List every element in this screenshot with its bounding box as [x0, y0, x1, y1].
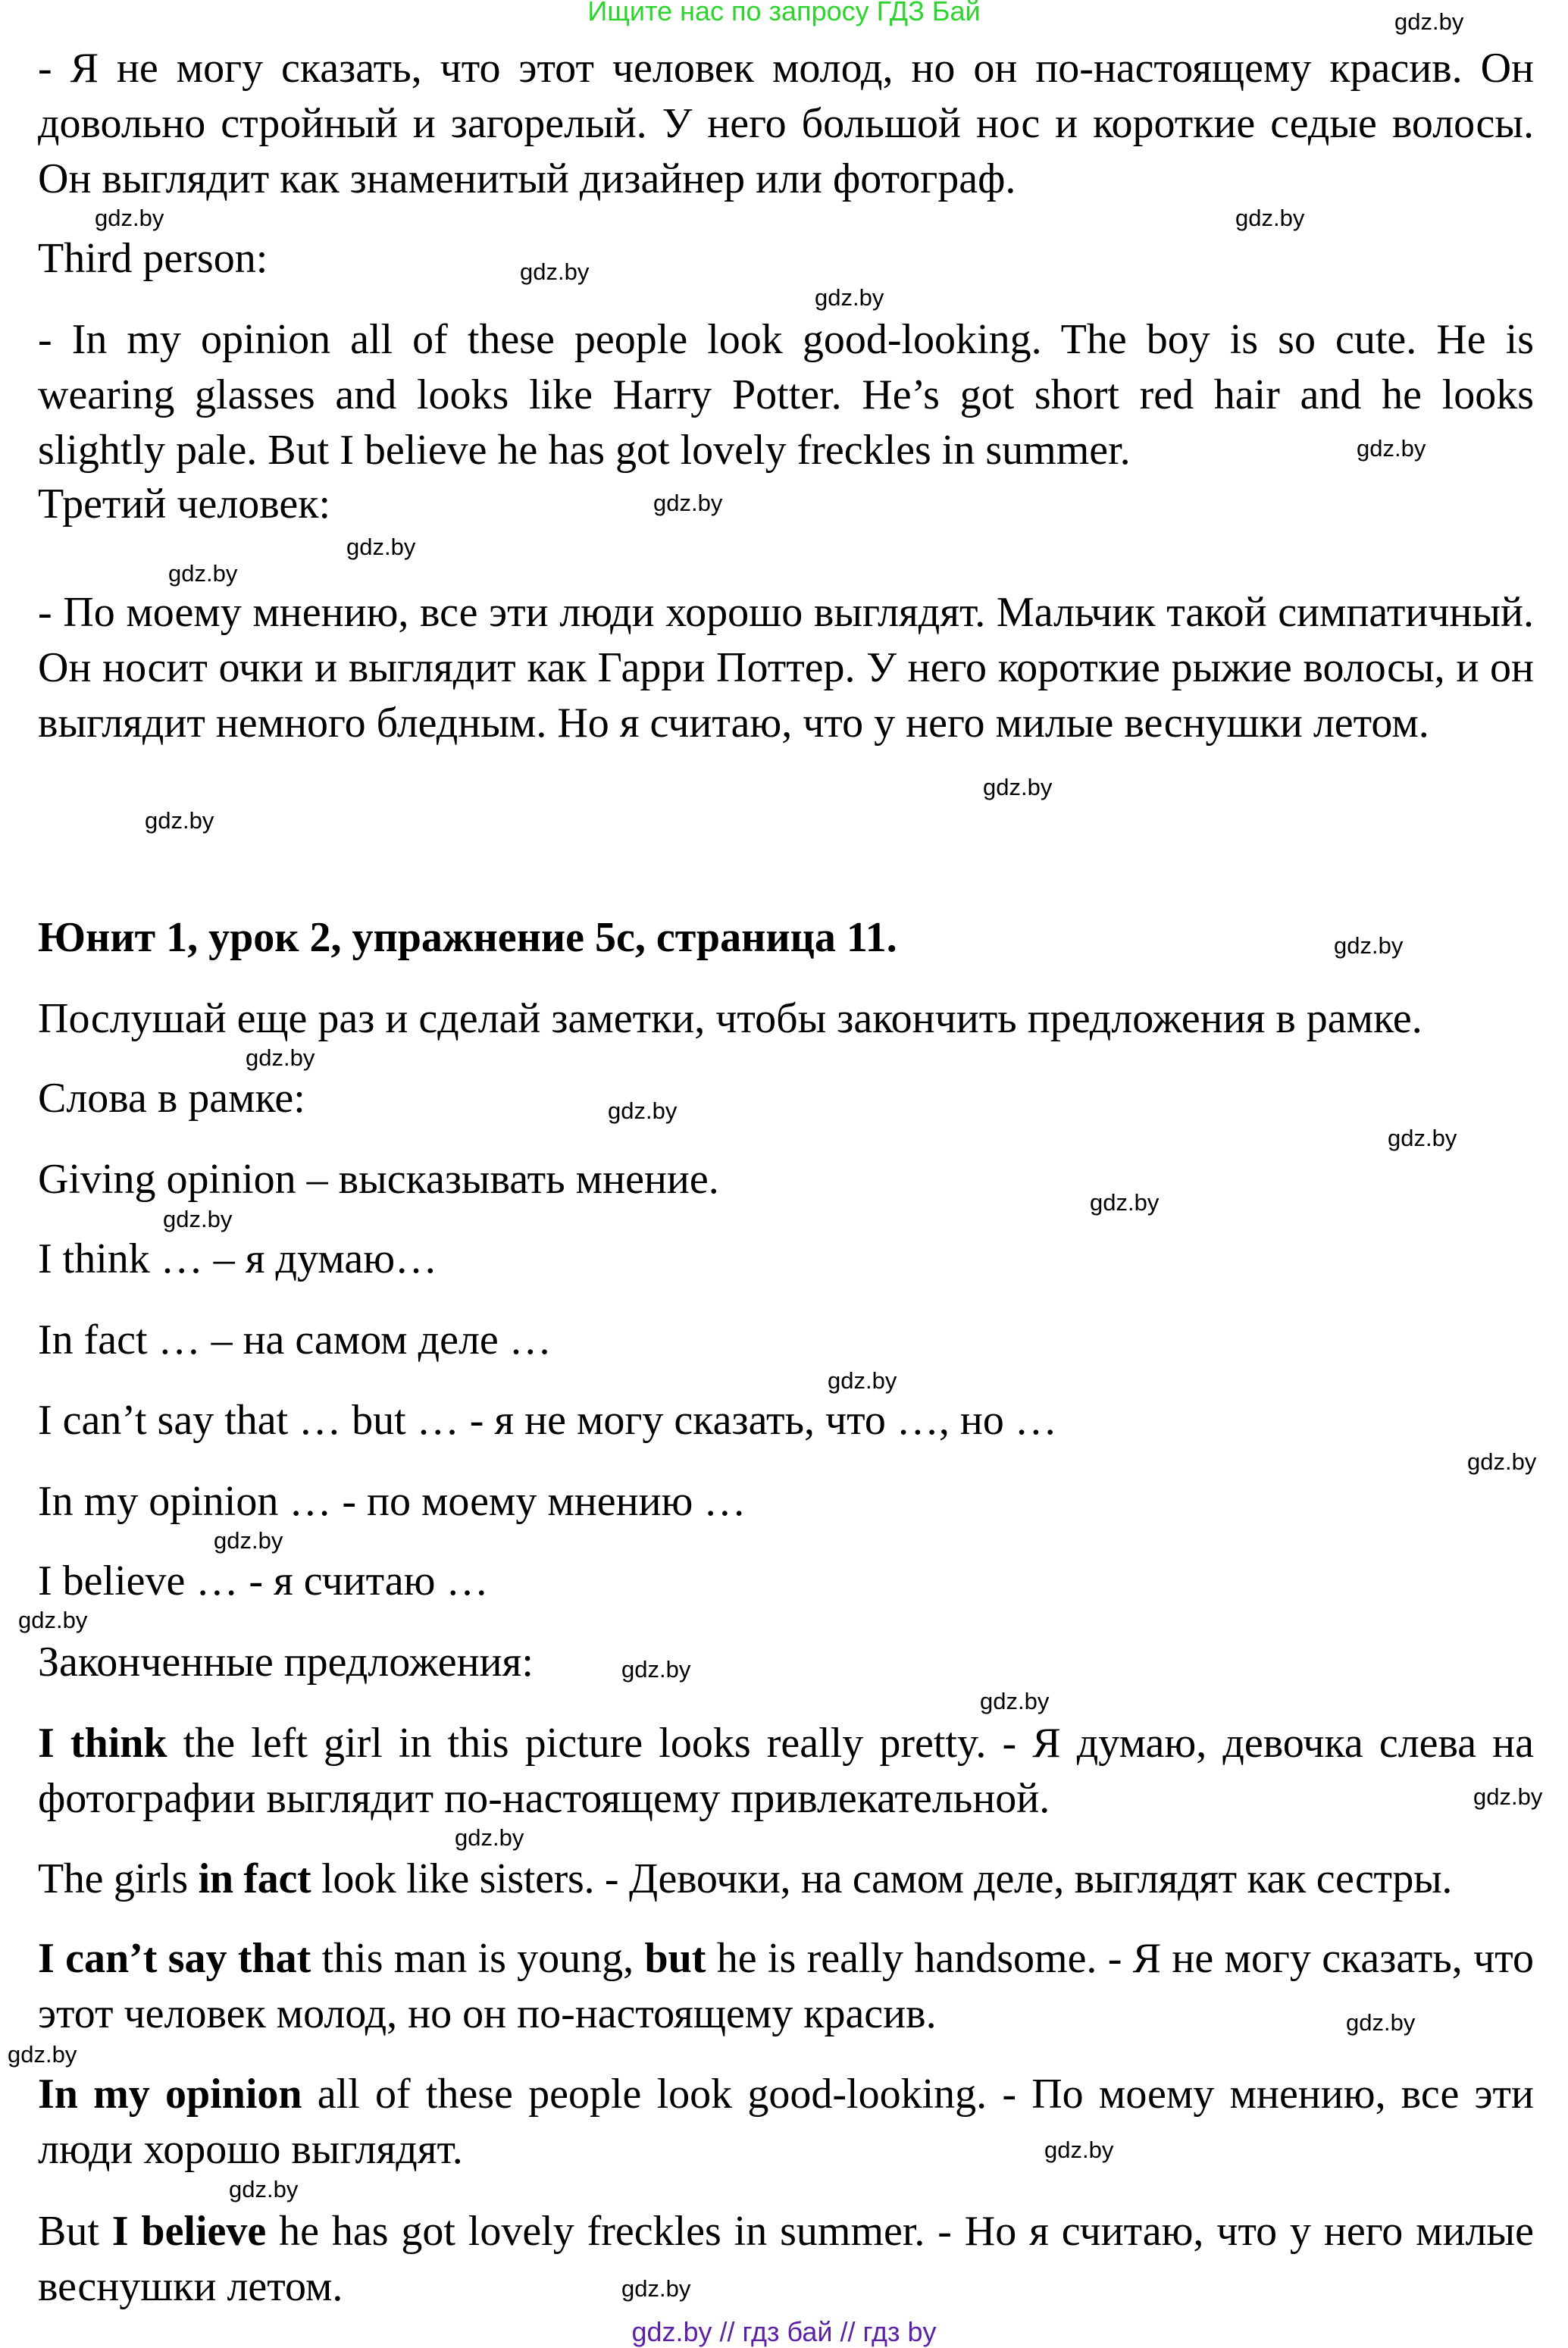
watermark-label: gdz.by [608, 1097, 678, 1124]
exercise-task: Послушай еще раз и сделай заметки, чтобы закончить предложения в рамке. [38, 995, 1422, 1042]
watermark-label: gdz.by [229, 2176, 299, 2202]
paragraph-ru-third-person: - По моему мнению, все эти люди хорошо выглядят. Мальчик такой симпатичный. Он носит очки и выглядит как Гарри Поттер. У него короткие рыжие волосы, и он выглядит немного бледным. Но я считаю, что у него милые веснушки летом. [38, 589, 1534, 747]
watermark-label: gdz.by [1334, 932, 1404, 959]
paragraph-en-third-person: - In my opinion all of these people look good-looking. The boy is so cute. He is wearing glasses and looks like Harry Potter. He’s got short red hair and he looks slightly pale. But I believe he has got lovely freckles in summer. [38, 316, 1534, 474]
answer-sentence-4 [38, 2067, 1534, 2177]
watermark-label: gdz.by [214, 1527, 283, 1554]
key-phrase: I think [38, 1720, 167, 1767]
answer-sentence-1 [38, 1716, 1534, 1827]
watermark-label: gdz.by [1473, 1783, 1543, 1810]
answer-sentence-5 [38, 2204, 1534, 2315]
watermark-label: gdz.by [653, 490, 723, 516]
sentence-text: the left girl in this picture looks really pretty. - Я думаю, девочка слева на фотографии выглядит по-настоящему привлекательной. [38, 1720, 1535, 1822]
watermark-label: gdz.by [95, 205, 164, 231]
watermark-label: gdz.by [1357, 435, 1426, 462]
watermark-label: gdz.by [621, 1656, 691, 1683]
key-phrase: but [644, 1935, 706, 1982]
sentence-text: he has got lovely freckles in summer. - Но я считаю, что у него милые веснушки летом. [38, 2208, 1534, 2310]
box-words-label: Слова в рамке: [38, 1075, 305, 1122]
phrase-item: I can’t say that … but … - я не могу сказать, что …, но … [38, 1397, 1057, 1444]
key-phrase: I believe [111, 2208, 267, 2255]
third-person-ru-label: Третий человек: [38, 481, 331, 528]
key-phrase: in fact [198, 1855, 311, 1902]
watermark-label: gdz.by [815, 284, 884, 311]
answer-sentence-2 [38, 1852, 1534, 1907]
watermark-label: gdz.by [8, 2041, 77, 2068]
watermark-label: gdz.by [346, 534, 416, 560]
watermark-label: gdz.by [828, 1367, 897, 1394]
watermark-label: gdz.by [1346, 2009, 1416, 2036]
phrase-item: I think … – я думаю… [38, 1235, 438, 1282]
phrase-item: In my opinion … - по моему мнению … [38, 1478, 746, 1525]
sentence-text: But [38, 2208, 112, 2255]
watermark-label: gdz.by [455, 1824, 524, 1851]
watermark-label: gdz.by [983, 774, 1053, 800]
watermark-label: gdz.by [246, 1044, 315, 1071]
watermark-label: gdz.by [145, 807, 214, 834]
third-person-label: Third person: [38, 235, 268, 282]
watermark-label: gdz.by [1388, 1125, 1457, 1151]
phrase-item: In fact … – на самом деле … [38, 1316, 552, 1363]
watermark-label: gdz.by [1044, 2137, 1114, 2163]
watermark-label: gdz.by [621, 2275, 691, 2302]
watermark-label: gdz.by [168, 560, 238, 587]
watermark-label: gdz.by [1090, 1189, 1160, 1216]
watermark-label: gdz.by [1394, 8, 1464, 35]
watermark-label: gdz.by [980, 1688, 1050, 1714]
exercise-heading: Юнит 1, урок 2, упражнение 5c, страница 11. [38, 914, 897, 961]
sentence-text: all of these people look good-looking. - По моему мнению, все эти люди хорошо выглядят. [38, 2071, 1534, 2173]
phrase-item: I believe … - я считаю … [38, 1558, 489, 1604]
paragraph-ru-second-person: - Я не могу сказать, что этот человек молод, но он по-настоящему красив. Он довольно стройный и загорелый. У него большой нос и короткие седые волосы. Он выглядит как знаменитый дизайнер или фотограф. [38, 45, 1534, 202]
sentence-text: look like sisters. - Девочки, на самом деле, выглядят как сестры. [311, 1855, 1453, 1902]
sentence-text: this man is young, [311, 1935, 645, 1982]
watermark-label: gdz.by [1467, 1448, 1537, 1475]
watermark-label: gdz.by [163, 1206, 233, 1232]
watermark-label: gdz.by [18, 1607, 88, 1633]
completed-label: Законченные предложения: [38, 1639, 534, 1686]
sentence-text: The girls [38, 1855, 199, 1902]
phrase-item: Giving opinion – высказывать мнение. [38, 1156, 719, 1203]
key-phrase: I can’t say that [38, 1935, 311, 1982]
watermark-label: gdz.by [520, 258, 590, 285]
header-banner[interactable]: Ищите нас по запросу ГДЗ Бай [587, 0, 981, 27]
footer-banner[interactable]: gdz.by // гдз бай // гдз by [631, 2316, 937, 2347]
answer-sentence-3 [38, 1931, 1534, 2042]
sentence-text: he is really handsome. - Я не могу сказать, что этот человек молод, но он по-настоящему красив. [38, 1935, 1535, 2037]
watermark-label: gdz.by [1235, 205, 1305, 231]
key-phrase: In my opinion [38, 2071, 302, 2118]
